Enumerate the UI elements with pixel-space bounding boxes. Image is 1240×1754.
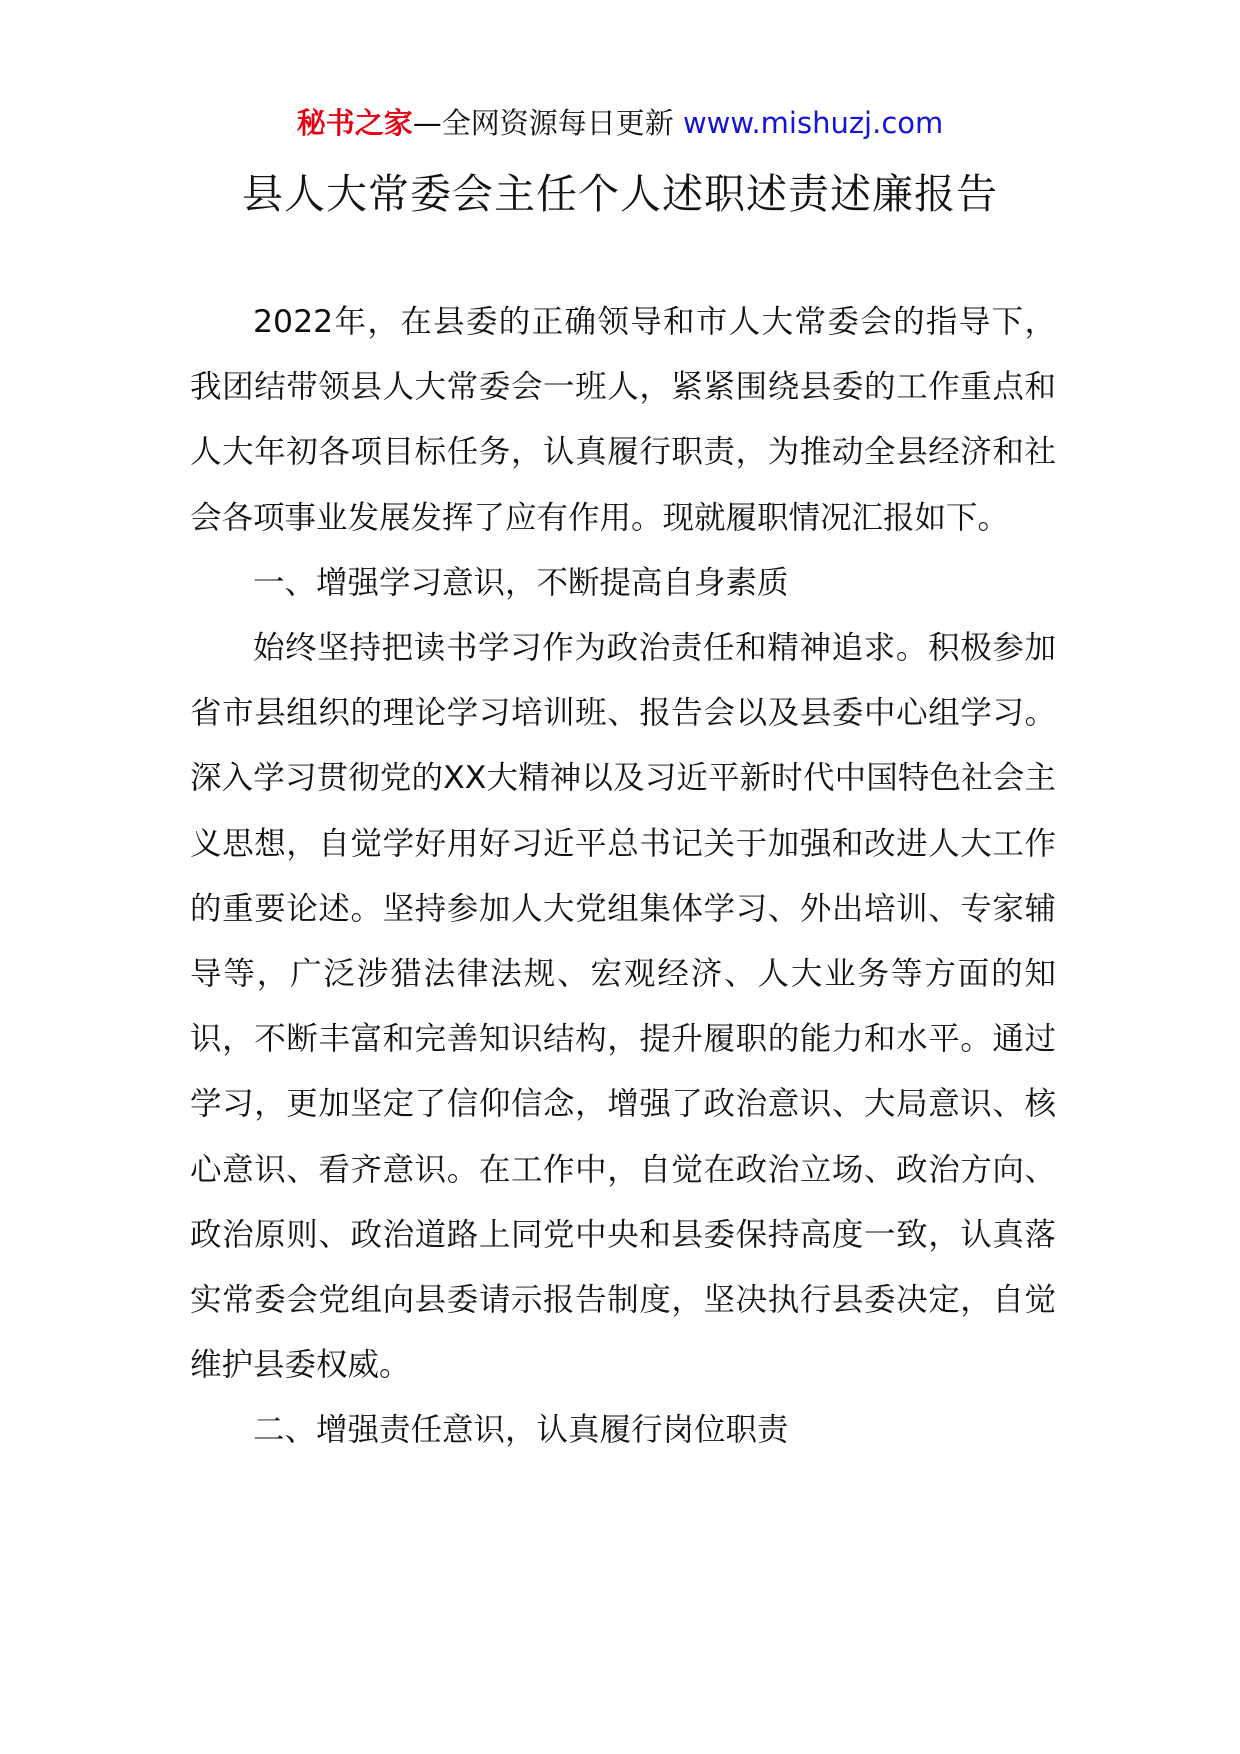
site-banner [0,103,1240,143]
section-1-paragraph: 始终坚持把读书学习作为政治责任和精神追求。积极参加省市县组织的理论学习培训班、报告会以及县委中心组学习。深入学习贯彻党的XX大精神以及习近平新时代中国特色社会主义思想，自觉学好用好习近平总书记关于加强和改进人大工作的重要论述。坚持参加人大党组集体学习、外出培训、专家辅导等，广泛涉猎法律法规、宏观经济、人大业务等方面的知识，不断丰富和完善知识结构，提升履职的能力和水平。通过学习，更加坚定了信仰信念，增强了政治意识、大局意识、核心意识、看齐意识。在工作中，自觉在政治立场、政治方向、政治原则、政治道路上同党中央和县委保持高度一致，认真落实常委会党组向县委请示报告制度，坚决执行县委决定，自觉维护县委权威。 [190,630,1056,1384]
document-body [190,290,1056,1464]
document-title: 县人大常委会主任个人述职述责述廉报告 [242,170,998,218]
site-url-link[interactable]: www.mishuzj.com [682,106,944,140]
section-heading-1: 一、增强学习意识，不断提高自身素质 [253,564,789,601]
brand-name: 秘书之家 [296,106,413,140]
banner-tagline: —全网资源每日更新 [412,106,683,140]
intro-paragraph: 2022年，在县委的正确领导和市人大常委会的指导下，我团结带领县人大常委会一班人，紧紧围绕县委的工作重点和人大年初各项目标任务，认真履行职责，为推动全县经济和社会各项事业发展发挥了应有作用。现就履职情况汇报如下。 [190,304,1056,536]
section-heading-2: 二、增强责任意识，认真履行岗位职责 [253,1412,789,1449]
